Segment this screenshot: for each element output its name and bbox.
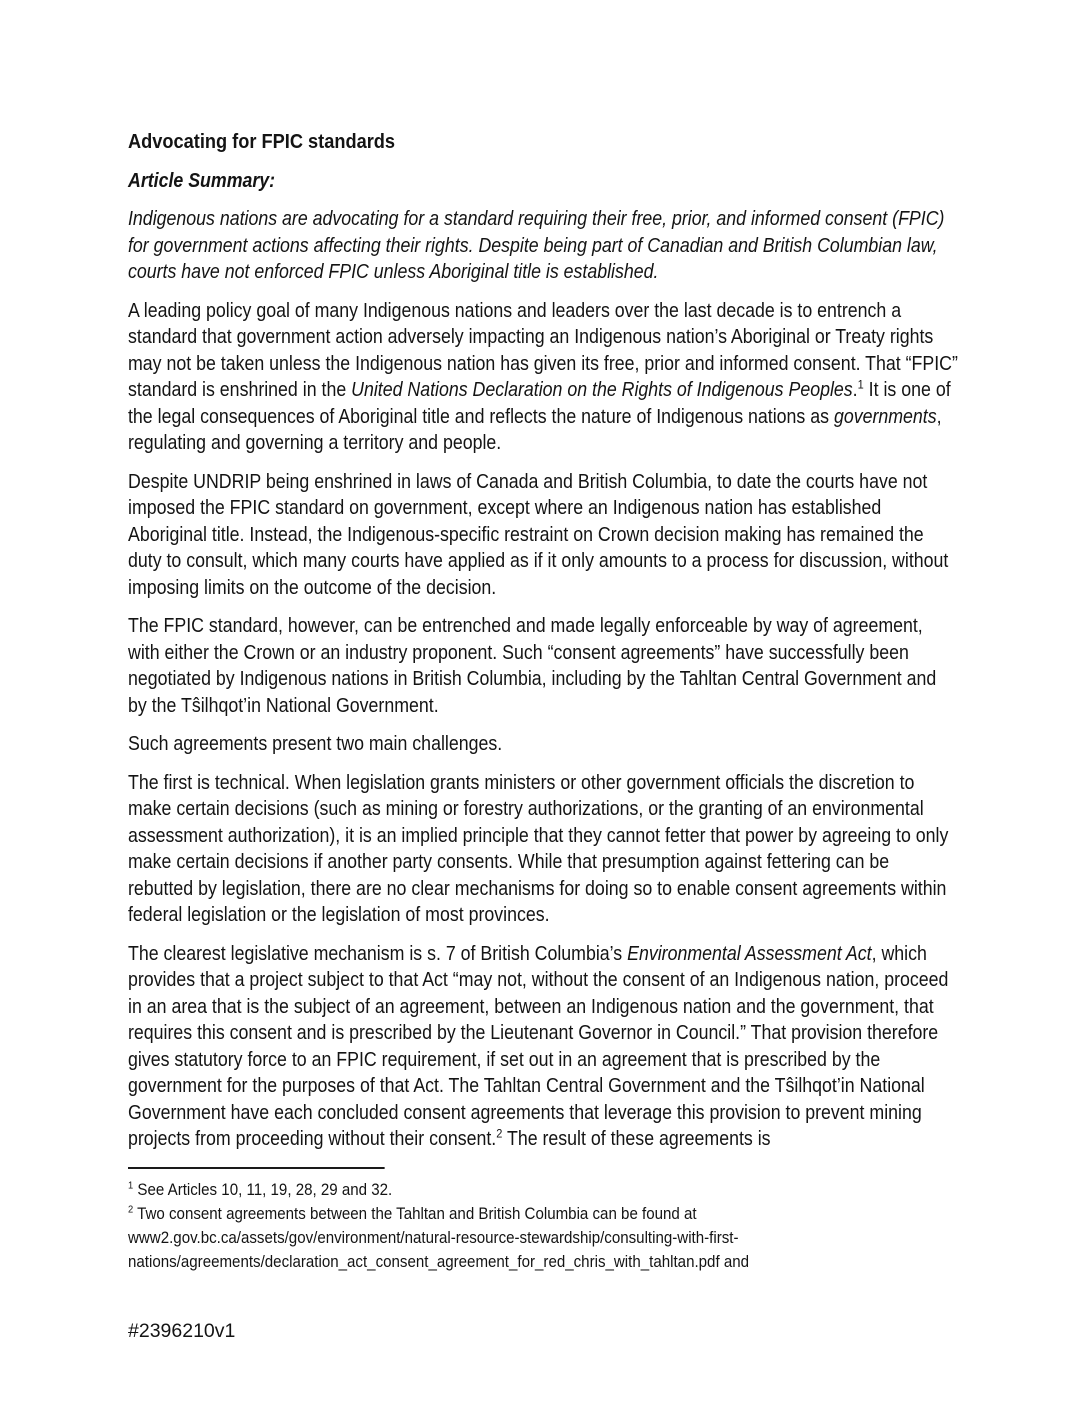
paragraph-1: A leading policy goal of many Indigenous nations and leaders over the last decade is to entrench a standard that government action adversely impacting an Indigenous nation’s Aboriginal or Treaty rights may not be taken unless the Indigenous nation has given its free, prior and informed consent. That “FPIC” standard is enshrined in the United Nations Declaration on the Rights of Indigenous Peoples.$^1$ It is one of the legal consequences of Aboriginal title and reflects the nature of Indigenous nations as governments, regulating and governing a territory and people.	[128, 299, 958, 454]
page-content	[128, 129, 958, 1274]
article-summary-heading: Article Summary:	[128, 169, 276, 192]
footnotes-section	[128, 1167, 958, 1274]
footnote-separator	[128, 1167, 385, 1169]
document-title: Advocating for FPIC standards	[128, 130, 396, 153]
paragraph-6: The clearest legislative mechanism is s. 7 of British Columbia’s Environmental Assessment Act, which provides that a project subject to that Act “may not, without the consent of an Indigenous nation, proceed in an area that is the subject of an agreement, between an Indigenous nation and the government, that requires this consent and is prescribed by the Lieutenant Governor in Council.” That provision therefore gives statutory force to an FPIC requirement, if set out in an agreement that is prescribed by the government for the purposes of that Act. The Tahltan Central Government and the Tŝilhqot’in National Government have each concluded consent agreements that leverage this provision to prevent mining projects from proceeding without their consent.$^2$ The result of these agreements is	[128, 942, 949, 1150]
footnote-2: $^2$ Two consent agreements between the Tahltan and British Columbia can be found at www2.gov.bc.ca/assets/gov/environment/natural-resource-stewardship/consulting-with-first-nations/agreements/declaration_act_consent_agreement_for_red_chris_with_tahltan.pdf and	[128, 1202, 750, 1271]
document-number: #2396210v1	[128, 1320, 236, 1342]
footnote-1: $^1$ See Articles 10, 11, 19, 28, 29 and 32.	[128, 1178, 393, 1199]
paragraph-5: The first is technical. When legislation grants ministers or other government officials the discretion to make certain decisions (such as mining or forestry authorizations, or the granting of an environmental assessment authorization), it is an implied principle that they cannot fetter that power by agreeing to only make certain decisions if another party consents. While that presumption against fettering can be rebutted by legislation, there are no clear mechanisms for doing so to enable consent agreements within federal legislation or the legislation of most provinces.	[128, 771, 949, 926]
paragraph-3: The FPIC standard, however, can be entrenched and made legally enforceable by way of agreement, with either the Crown or an industry proponent. Such “consent agreements” have successfully been negotiated by Indigenous nations in British Columbia, including by the Tahltan Central Government and by the Tŝilhqot’in National Government.	[128, 615, 937, 717]
article-summary-text: Indigenous nations are advocating for a standard requiring their free, prior, and informed consent (FPIC) for government actions affecting their rights. Despite being part of Canadian and British Columbian law, courts have not enforced FPIC unless Aboriginal title is established.	[128, 208, 945, 283]
paragraph-2: Despite UNDRIP being enshrined in laws of Canada and British Columbia, to date the courts have not imposed the FPIC standard on government, except where an Indigenous nation has established Aboriginal title. Instead, the Indigenous-specific restraint on Crown decision making has remained the duty to consult, which many courts have applied as if it only amounts to a process for discussion, without imposing limits on the outcome of the decision.	[128, 470, 949, 599]
paragraph-4: Such agreements present two main challenges.	[128, 733, 503, 755]
